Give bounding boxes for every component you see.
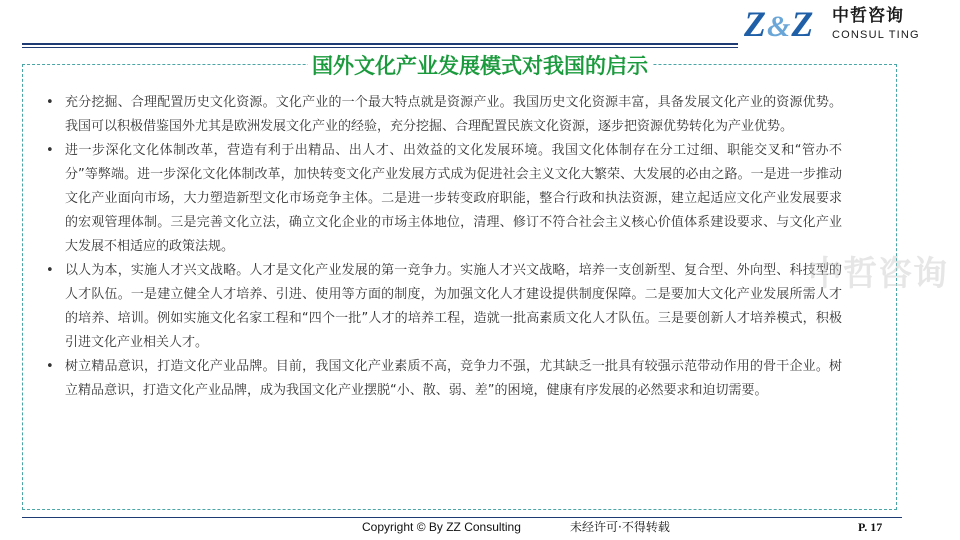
header-rule — [22, 43, 738, 45]
bullet-item — [42, 91, 842, 139]
slide-content — [42, 91, 842, 403]
bullet-text: 进一步深化文化体制改革，营造有利于出精品、出人才、出效益的文化发展环境。我国文化体制存在分工过细、职能交叉和“管办不分”等弊端。进一步深化文化体制改革，加快转变文化产业发展方式成为促进社会主义文化大繁荣、大发展的必由之路。一是进一步推动文化产业面向市场，大力塑造新型文化市场竞争主体。二是进一步转变政府职能，整合行政和执法资源，建立起适应文化产业发展要求的宏观管理体制。三是完善文化立法，确立文化企业的市场主体地位，清理、修订不符合社会主义核心价值体系建设要求、与文化产业大发展不相适应的政策法规。 — [65, 143, 842, 254]
logo-mark-amp: & — [767, 10, 792, 43]
watermark: 中哲咨询 — [808, 254, 948, 294]
footer-rule — [22, 517, 902, 518]
logo-english-name: CONSUL TING — [832, 29, 920, 41]
bullet-dot: • — [46, 143, 54, 158]
bullet-dot: • — [46, 263, 54, 278]
bullet-item — [42, 259, 842, 355]
footer-notice: 未经许可·不得转载 — [570, 520, 670, 534]
bullet-text: 充分挖掘、合理配置历史文化资源。文化产业的一个最大特点就是资源产业。我国历史文化资源丰富，具备发展文化产业的资源优势。我国可以积极借鉴国外尤其是欧洲发展文化产业的经验，充分挖掘、合理配置民族文化资源，逐步把资源优势转化为产业优势。 — [65, 95, 842, 134]
bullet-dot: • — [46, 95, 54, 110]
logo-mark-z1: Z — [744, 4, 767, 44]
company-logo — [744, 4, 944, 44]
logo-text — [832, 6, 944, 42]
slide-title-text: 国外文化产业发展模式对我国的启示 — [308, 54, 652, 78]
bullet-item — [42, 355, 842, 403]
footer-copyright: Copyright © By ZZ Consulting — [362, 520, 521, 534]
logo-mark-z2: Z — [791, 4, 815, 44]
bullet-item — [42, 139, 842, 259]
bullet-text: 以人为本，实施人才兴文战略。人才是文化产业发展的第一竞争力。实施人才兴文战略，培养一支创新型、复合型、外向型、科技型的人才队伍。一是建立健全人才培养、引进、使用等方面的制度，为加强文化人才建设提供制度保障。二是要加大文化产业发展所需人才的培养、培训。例如实施文化名家工程和“四个一批”人才的培养工程，造就一批高素质文化人才队伍。三是要创新人才培养模式，积极引进文化产业相关人才。 — [65, 263, 842, 350]
slide-title — [0, 52, 960, 80]
header-rule-thin — [22, 47, 738, 48]
page-number: P. 17 — [858, 520, 883, 534]
bullet-list — [42, 91, 842, 403]
logo-chinese-name: 中哲咨询 — [832, 6, 904, 26]
logo-mark — [744, 4, 814, 44]
bullet-dot: • — [46, 359, 54, 374]
bullet-text: 树立精品意识，打造文化产业品牌。目前，我国文化产业素质不高，竞争力不强，尤其缺乏一批具有较强示范带动作用的骨干企业。树立精品意识，打造文化产业品牌，成为我国文化产业摆脱“小、散、弱、差”的困境，健康有序发展的必然要求和迫切需要。 — [65, 359, 842, 398]
